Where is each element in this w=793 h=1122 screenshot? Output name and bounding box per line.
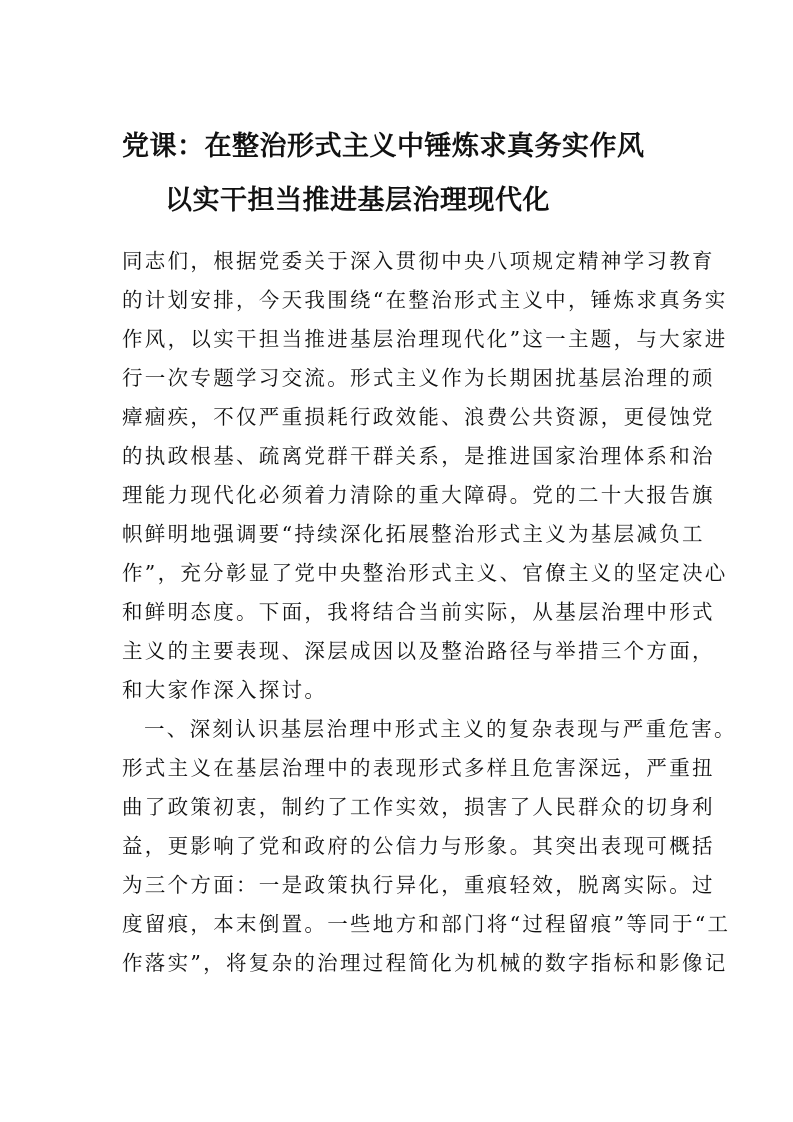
document-body <box>122 242 737 983</box>
body-line: 主义的主要表现、深层成因以及整治路径与举措三个方面， <box>122 639 715 663</box>
body-line: 理能力现代化必须着力清除的重大障碍。党的二十大报告旗 <box>122 483 715 507</box>
title-line-1: 党课：在整治形式主义中锤炼求真务实作风 <box>122 131 645 162</box>
document-title <box>0 120 793 228</box>
body-line: 行一次专题学习交流。形式主义作为长期困扰基层治理的顽 <box>122 366 715 390</box>
body-line: 益，更影响了党和政府的公信力与形象。其突出表现可概括 <box>122 834 715 858</box>
body-line: 和大家作深入探讨。 <box>122 678 328 702</box>
body-line: 同志们，根据党委关于深入贯彻中央八项规定精神学习教育 <box>122 249 715 273</box>
body-line: 作”，充分彰显了党中央整治形式主义、官僚主义的坚定决心 <box>122 561 728 585</box>
body-line: 帜鲜明地强调要“持续深化拓展整治形式主义为基层减负工 <box>122 522 705 546</box>
section-heading-line: 一、深刻认识基层治理中形式主义的复杂表现与严重危害。 <box>144 717 737 741</box>
body-line: 曲了政策初衷，制约了工作实效，损害了人民群众的切身利 <box>122 795 715 819</box>
title-line-2: 以实干担当推进基层治理现代化 <box>165 185 550 216</box>
body-line: 度留痕，本末倒置。一些地方和部门将“过程留痕”等同于“工 <box>122 912 731 936</box>
body-line: 的计划安排，今天我围绕“在整治形式主义中，锤炼求真务实 <box>122 288 728 312</box>
body-line: 和鲜明态度。下面，我将结合当前实际，从基层治理中形式 <box>122 600 715 624</box>
body-line: 的执政根基、疏离党群干群关系，是推进国家治理体系和治 <box>122 444 715 468</box>
body-line: 形式主义在基层治理中的表现形式多样且危害深远，严重扭 <box>122 756 715 780</box>
body-line: 作落实”，将复杂的治理过程简化为机械的数字指标和影像记 <box>122 951 728 975</box>
body-line: 为三个方面：一是政策执行异化，重痕轻效，脱离实际。过 <box>122 873 715 897</box>
body-line: 瘴痼疾，不仅严重损耗行政效能、浪费公共资源，更侵蚀党 <box>122 405 715 429</box>
body-line: 作风，以实干担当推进基层治理现代化”这一主题，与大家进 <box>122 327 728 351</box>
